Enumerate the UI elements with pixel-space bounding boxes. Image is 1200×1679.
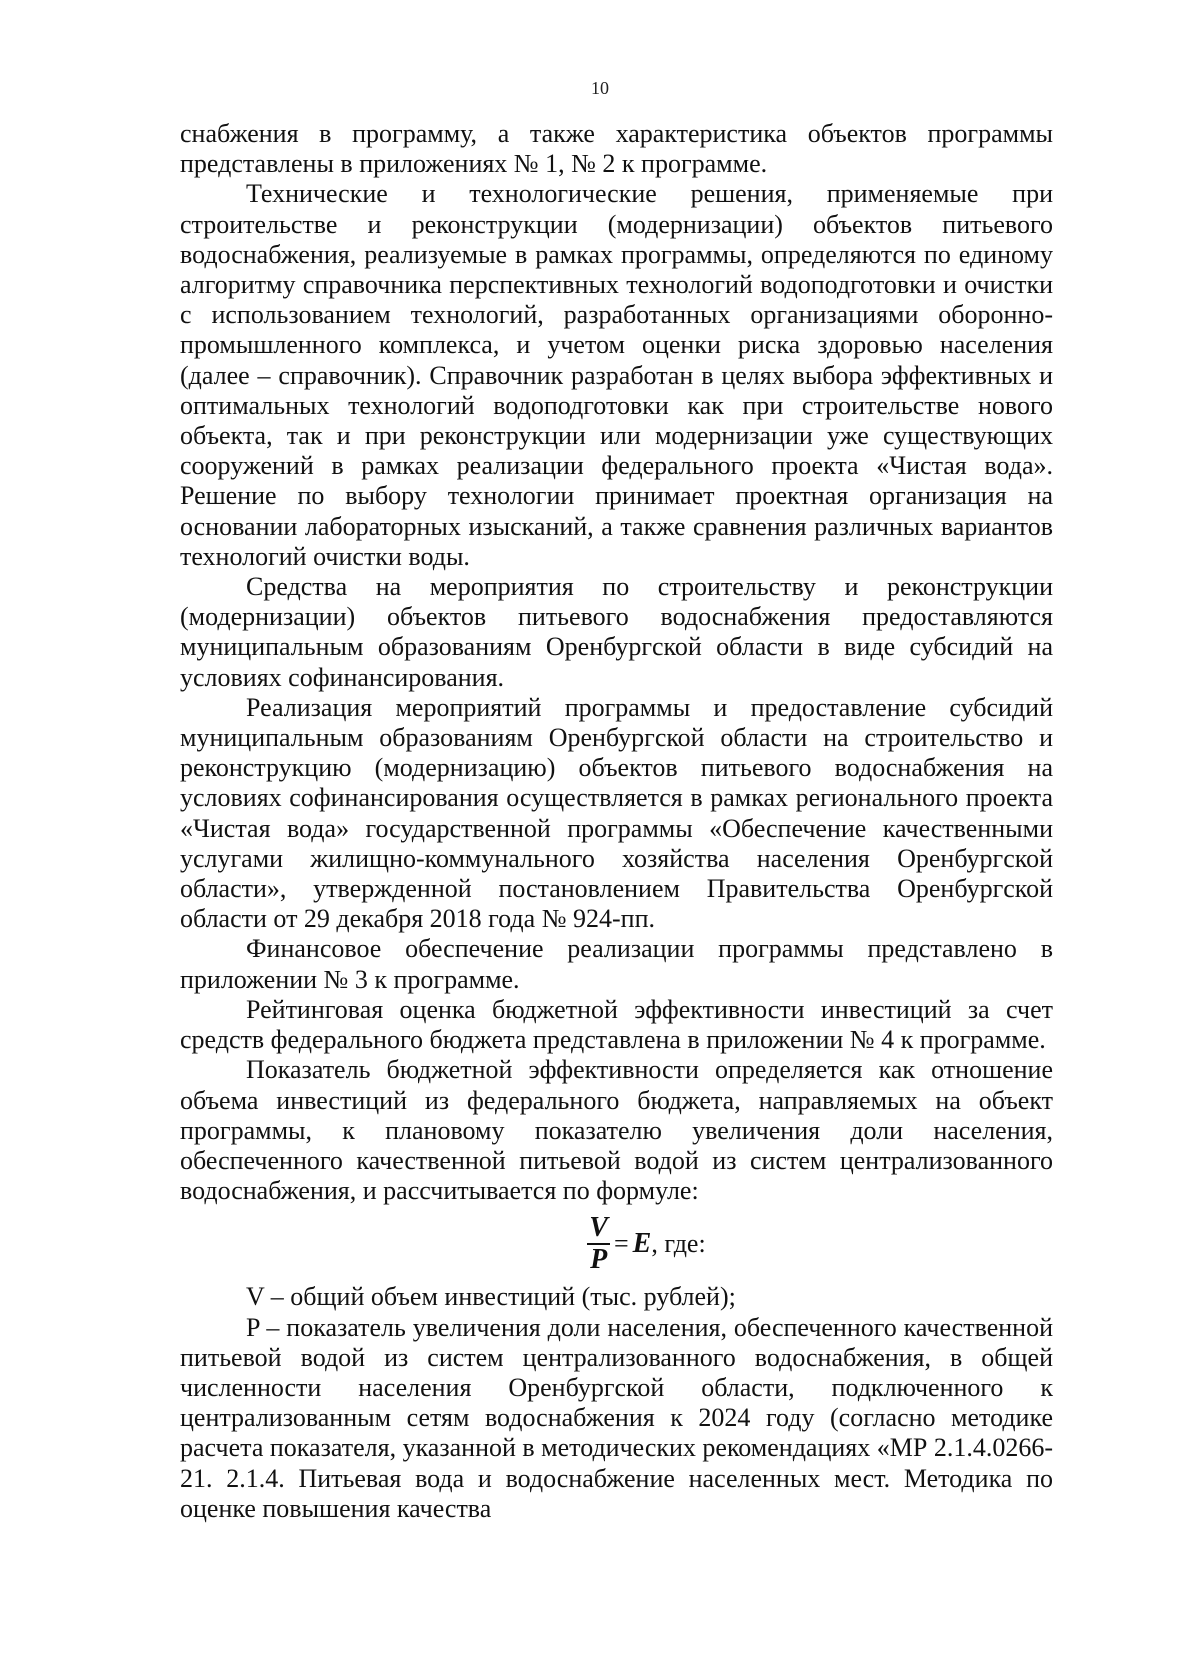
paragraph-rating-assessment: Рейтинговая оценка бюджетной эффективности инвестиций за счет средств федерального бюджета представлена в приложении № 4 к программе.: [180, 994, 1053, 1055]
paragraph-efficiency-indicator: Показатель бюджетной эффективности определяется как отношение объема инвестиций из федерального бюджета, направляемых на объект программы, к плановому показателю увеличения доли населения, обеспеченного качественной питьевой водой из систем централизованного водоснабжения, и рассчитывается по формуле:: [180, 1055, 1053, 1206]
formula-suffix: , где:: [651, 1229, 706, 1259]
paragraph-funding-subsidies: Средства на мероприятия по строительству и реконструкции (модернизации) объектов питьевого водоснабжения предоставляются муниципальным образованиям Оренбургской области в виде субсидий на условиях софинансирования.: [180, 572, 1053, 692]
paragraph-supply-appendix: снабжения в программу, а также характеристика объектов программы представлены в приложениях № 1, № 2 к программе.: [180, 119, 1053, 179]
formula-fraction: [587, 1213, 610, 1275]
formula-denominator: P: [590, 1244, 608, 1276]
definition-v: V – общий объем инвестиций (тыс. рублей);: [246, 1282, 736, 1312]
paragraph-technical-solutions: Технические и технологические решения, применяемые при строительстве и реконструкции (модернизации) объектов питьевого водоснабжения, реализуемые в рамках программы, определяются по единому алгоритму справочника перспективных технологий водоподготовки и очистки с использованием технологий, разработанных организациями оборонно-промышленного комплекса, и учетом оценки риска здоровью населения (далее – справочник). Справочник разработан в целях выбора эффективных и оптимальных технологий водоподготовки как при строительстве нового объекта, так и при реконструкции или модернизации уже существующих сооружений в рамках реализации федерального проекта «Чистая вода». Решение по выбору технологии принимает проектная организация на основании лабораторных изысканий, а также сравнения различных вариантов технологий очистки воды.: [180, 179, 1053, 571]
document-body: [180, 119, 1053, 1524]
page-number: 10: [591, 78, 609, 98]
paragraph-program-implementation: Реализация мероприятий программы и предоставление субсидий муниципальным образованиям Оренбургской области на строительство и реконструкцию (модернизацию) объектов питьевого водоснабжения на условиях софинансирования осуществляется в рамках регионального проекта «Чистая вода» государственной программы «Обеспечение качественными услугами жилищно-коммунального хозяйства населения Оренбургской области», утвержденной постановлением Правительства Оренбургской области от 29 декабря 2018 года № 924-пп.: [180, 692, 1053, 934]
definition-p: P – показатель увеличения доли населения, обеспеченного качественной питьевой водой из систем централизованного водоснабжения, в общей численности населения Оренбургской области, подключенного к централизованным сетям водоснабжения к 2024 году (согласно методике расчета показателя, указанной в методических рекомендациях «МР 2.1.4.0266-21. 2.1.4. Питьевая вода и водоснабжение населенных мест. Методика по оценке повышения качества: [180, 1312, 1053, 1523]
formula-equals: =: [613, 1229, 629, 1259]
paragraph-financial-support: Финансовое обеспечение реализации программы представлено в приложении № 3 к программе.: [180, 934, 1053, 994]
efficiency-formula: [180, 1206, 1053, 1282]
formula-numerator: V: [589, 1212, 608, 1244]
formula-result: E: [632, 1228, 652, 1260]
